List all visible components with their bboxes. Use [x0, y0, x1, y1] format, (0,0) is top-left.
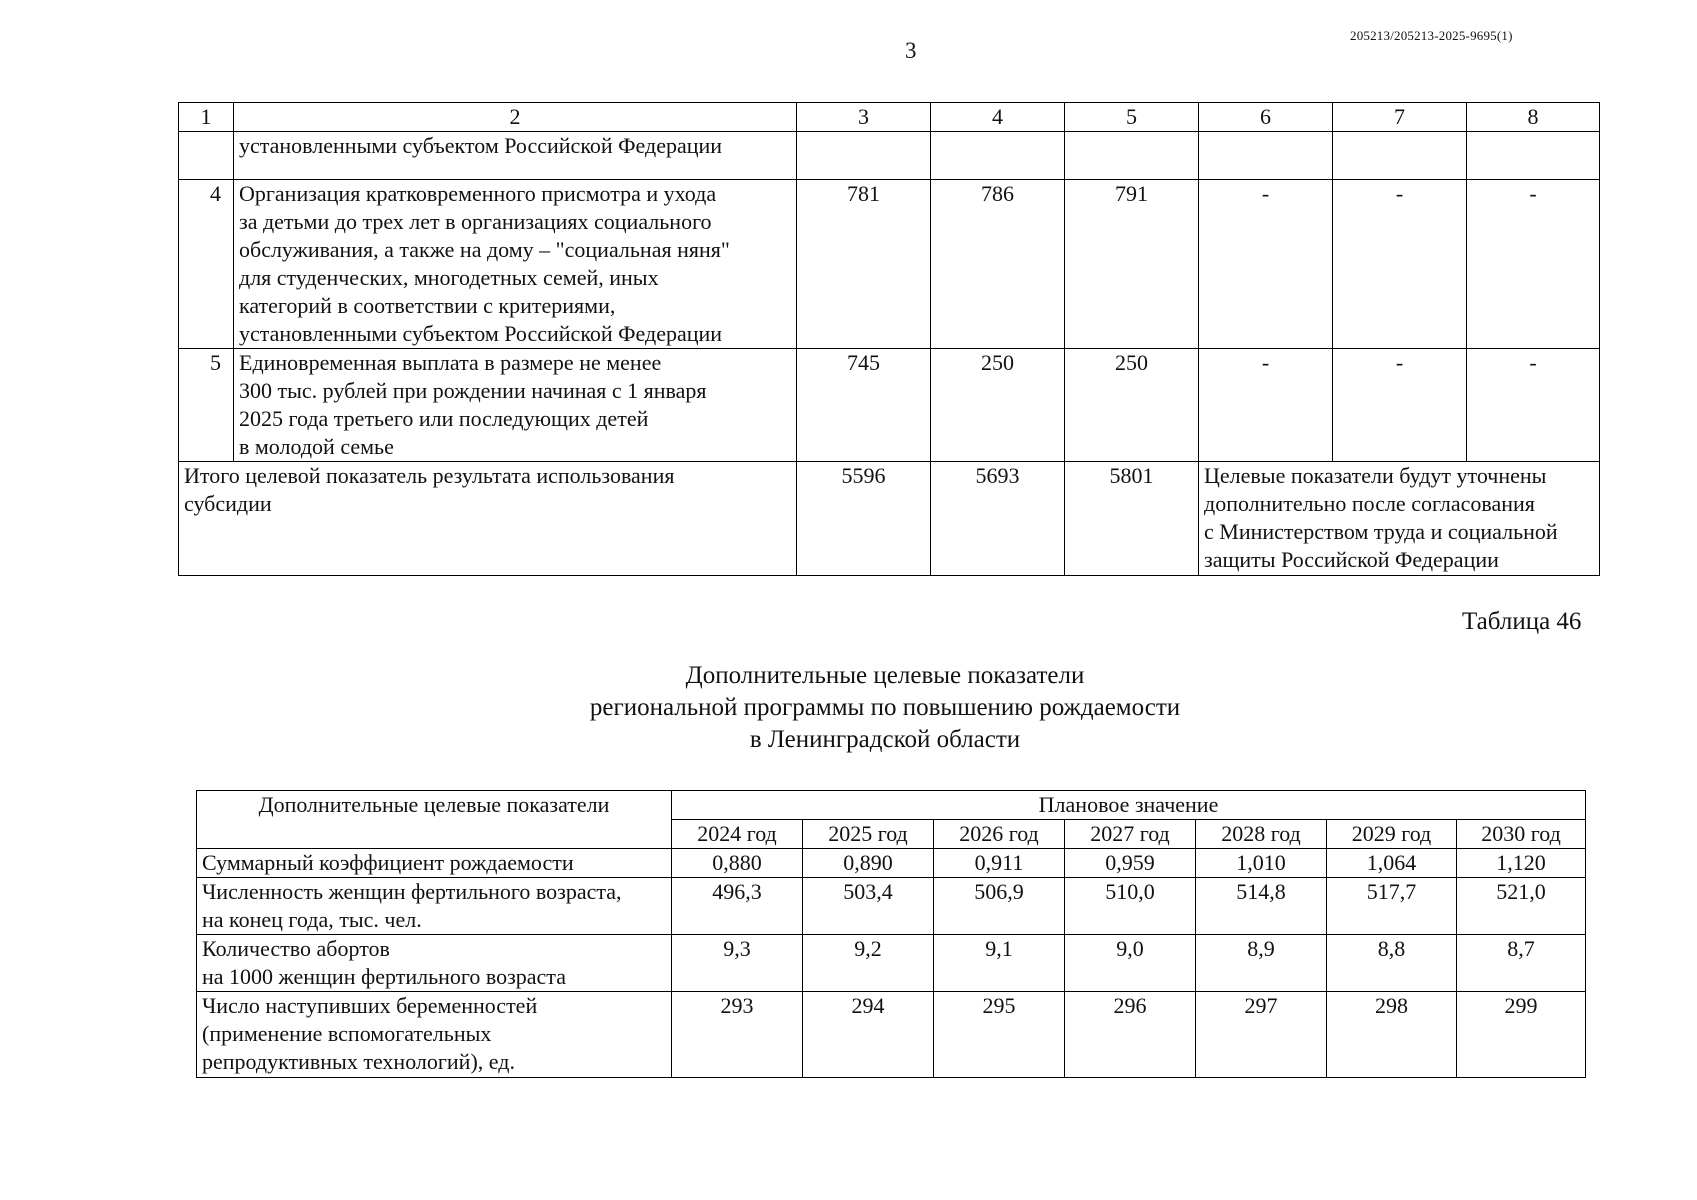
value-cell: 296 — [1065, 992, 1196, 1078]
value-cell: 781 — [797, 180, 931, 349]
description-line: в молодой семье — [239, 434, 394, 459]
table-row — [197, 992, 1586, 1078]
value-cell: 250 — [1065, 349, 1199, 462]
additional-indicators-table — [196, 790, 1586, 1078]
description-line: Единовременная выплата в размере не менее — [239, 350, 662, 375]
total-label-line: Итого целевой показатель результата использования — [184, 463, 675, 488]
table-header-row — [179, 103, 1600, 132]
page-number: 3 — [905, 38, 917, 63]
description-line: категорий в соответствии с критериями, — [239, 293, 616, 318]
indicator-line: на 1000 женщин фертильного возраста — [202, 964, 566, 989]
value-cell: 510,0 — [1065, 878, 1196, 935]
total-value-cell: 5693 — [931, 462, 1065, 576]
total-value-cell: 5801 — [1065, 462, 1199, 576]
value-cell: 9,3 — [672, 935, 803, 992]
value-cell: 1,120 — [1457, 849, 1586, 878]
value-cell: - — [1333, 180, 1467, 349]
value-cell: 299 — [1457, 992, 1586, 1078]
value-cell: - — [1199, 180, 1333, 349]
indicator-line: (применение вспомогательных — [202, 1021, 492, 1046]
value-cell: 521,0 — [1457, 878, 1586, 935]
value-cell: 0,911 — [934, 849, 1065, 878]
value-cell: - — [1333, 349, 1467, 462]
year-header-cell: 2026 год — [934, 820, 1065, 849]
value-cell: 496,3 — [672, 878, 803, 935]
table-label: Таблица 46 — [1462, 608, 1582, 635]
total-label-cell — [179, 462, 797, 576]
description-line: 2025 года третьего или последующих детей — [239, 406, 649, 431]
table-row — [179, 132, 1600, 180]
year-header-cell: 2024 год — [672, 820, 803, 849]
total-note-cell — [1199, 462, 1600, 576]
description-line: для студенческих, многодетных семей, иных — [239, 265, 659, 290]
indicators-table-continued — [178, 102, 1600, 576]
description-line: обслуживания, а также на дому – "социальная няня" — [239, 237, 730, 262]
table-header-row — [197, 791, 1586, 820]
title-line: Дополнительные целевые показатели — [685, 662, 1085, 689]
value-cell: 786 — [931, 180, 1065, 349]
value-cell: 8,7 — [1457, 935, 1586, 992]
header-cell: 4 — [931, 103, 1065, 132]
year-header-cell: 2027 год — [1065, 820, 1196, 849]
value-cell: 514,8 — [1196, 878, 1327, 935]
value-cell: 9,2 — [803, 935, 934, 992]
value-cell: 0,959 — [1065, 849, 1196, 878]
value-cell: 294 — [803, 992, 934, 1078]
description-line: Организация кратковременного присмотра и ухода — [239, 181, 717, 206]
description-cell — [234, 180, 797, 349]
value-cell: 8,9 — [1196, 935, 1327, 992]
title-line: в Ленинградской области — [749, 726, 1021, 753]
indicator-line: Численность женщин фертильного возраста, — [202, 879, 622, 904]
table-row — [197, 878, 1586, 935]
description-line: установленными субъектом Российской Федерации — [239, 321, 723, 346]
indicator-name-cell — [197, 935, 672, 992]
header-cell: 2 — [234, 103, 797, 132]
document-id: 205213/205213-2025-9695(1) — [1350, 28, 1513, 43]
indicator-line: Суммарный коэффициент рождаемости — [202, 850, 574, 875]
description-line: за детьми до трех лет в организациях социального — [239, 209, 712, 234]
description-line: 300 тыс. рублей при рождении начиная с 1 января — [239, 378, 707, 403]
value-cell: 298 — [1327, 992, 1457, 1078]
header-cell: 8 — [1467, 103, 1600, 132]
year-header-cell: 2030 год — [1457, 820, 1586, 849]
value-cell: 293 — [672, 992, 803, 1078]
indicator-name-cell — [197, 878, 672, 935]
value-cell: 0,890 — [803, 849, 934, 878]
value-cell: 745 — [797, 349, 931, 462]
header-cell: 6 — [1199, 103, 1333, 132]
header-cell: 5 — [1065, 103, 1199, 132]
indicators-header-cell: Дополнительные целевые показатели — [197, 791, 672, 849]
year-header-cell: 2029 год — [1327, 820, 1457, 849]
value-cell: 503,4 — [803, 878, 934, 935]
note-line: Целевые показатели будут уточнены — [1204, 463, 1547, 488]
indicator-line: Количество абортов — [202, 936, 390, 961]
value-cell: 1,064 — [1327, 849, 1457, 878]
value-cell: 517,7 — [1327, 878, 1457, 935]
value-cell: 791 — [1065, 180, 1199, 349]
table-row — [197, 935, 1586, 992]
value-cell: 8,8 — [1327, 935, 1457, 992]
row-number-cell: 4 — [179, 180, 234, 349]
value-cell: 295 — [934, 992, 1065, 1078]
note-line: с Министерством труда и социальной — [1204, 519, 1558, 544]
value-cell: 9,1 — [934, 935, 1065, 992]
row-number-cell: 5 — [179, 349, 234, 462]
description-cell — [234, 349, 797, 462]
table-title — [460, 660, 1310, 756]
row-number-cell — [179, 132, 234, 180]
header-cell: 7 — [1333, 103, 1467, 132]
table-row — [197, 849, 1586, 878]
value-cell: 0,880 — [672, 849, 803, 878]
year-header-cell: 2025 год — [803, 820, 934, 849]
table-row — [179, 349, 1600, 462]
value-cell: 506,9 — [934, 878, 1065, 935]
note-line: дополнительно после согласования — [1204, 491, 1535, 516]
indicator-line: Число наступивших беременностей — [202, 993, 538, 1018]
value-cell: - — [1467, 180, 1600, 349]
year-header-cell: 2028 год — [1196, 820, 1327, 849]
value-cell: - — [1199, 349, 1333, 462]
value-cell: 297 — [1196, 992, 1327, 1078]
total-row — [179, 462, 1600, 576]
header-cell: 1 — [179, 103, 234, 132]
total-value-cell: 5596 — [797, 462, 931, 576]
table-row — [179, 180, 1600, 349]
description-cell: установленными субъектом Российской Федерации — [234, 132, 797, 180]
value-cell: 250 — [931, 349, 1065, 462]
value-cell: 9,0 — [1065, 935, 1196, 992]
header-cell: 3 — [797, 103, 931, 132]
indicator-name-cell — [197, 849, 672, 878]
value-cell: 1,010 — [1196, 849, 1327, 878]
value-cell: - — [1467, 349, 1600, 462]
note-line: защиты Российской Федерации — [1204, 547, 1499, 572]
planned-value-header-cell: Плановое значение — [672, 791, 1586, 820]
indicator-name-cell — [197, 992, 672, 1078]
indicator-line: репродуктивных технологий), ед. — [202, 1049, 515, 1074]
total-label-line: субсидии — [184, 491, 272, 516]
title-line: региональной программы по повышению рождаемости — [589, 694, 1181, 721]
indicator-line: на конец года, тыс. чел. — [202, 907, 422, 932]
